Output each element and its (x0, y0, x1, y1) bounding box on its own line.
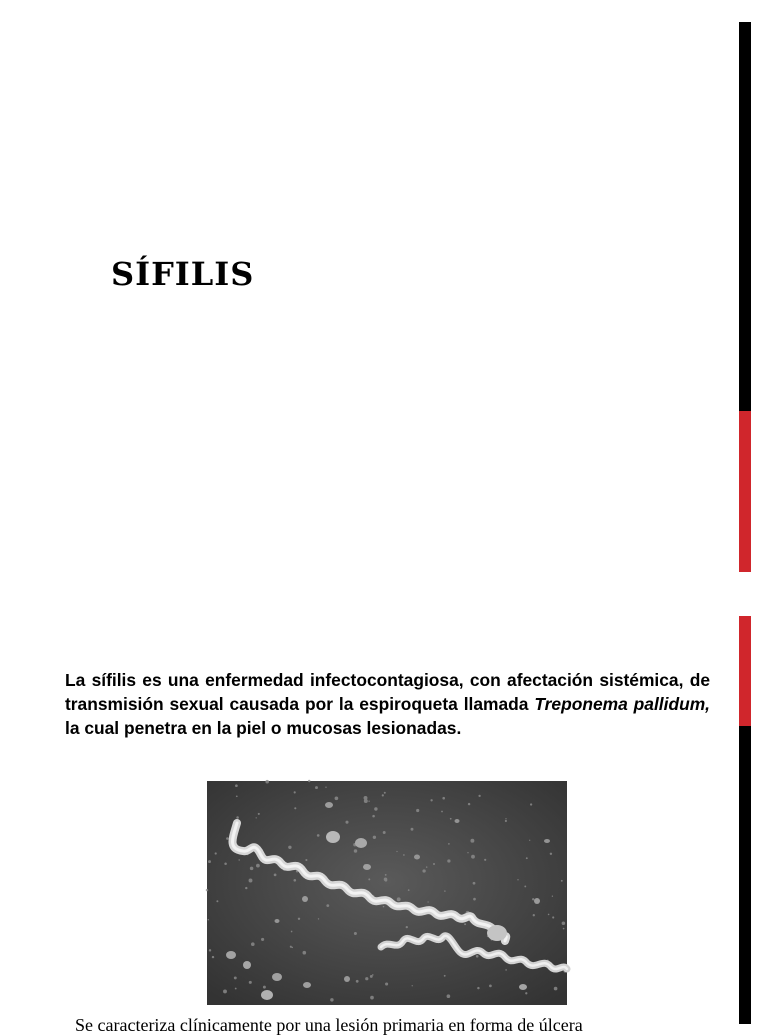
micrograph-image (207, 781, 567, 1005)
accent-bar-black (739, 22, 751, 411)
continuation-line: Se caracteriza clínicamente por una lesión primaria en forma de úlcera (75, 1015, 583, 1035)
intro-paragraph (65, 668, 710, 740)
slide-title: SÍFILIS (111, 255, 255, 293)
accent-bar-red (739, 411, 751, 572)
content-slide (0, 596, 768, 1035)
treponema-micrograph (207, 781, 567, 1005)
intro-text-part2: la cual penetra en la piel o mucosas lesionadas. (65, 718, 462, 738)
intro-text-part1: La sífilis es una enfermedad infectocontagiosa, con afectación sistémica, de transmisión sexual causada por la espiroqueta llamada (65, 670, 710, 714)
accent-bar-black (739, 726, 751, 1024)
accent-bar-red (739, 616, 751, 726)
organism-name: Treponema pallidum, (534, 694, 710, 714)
